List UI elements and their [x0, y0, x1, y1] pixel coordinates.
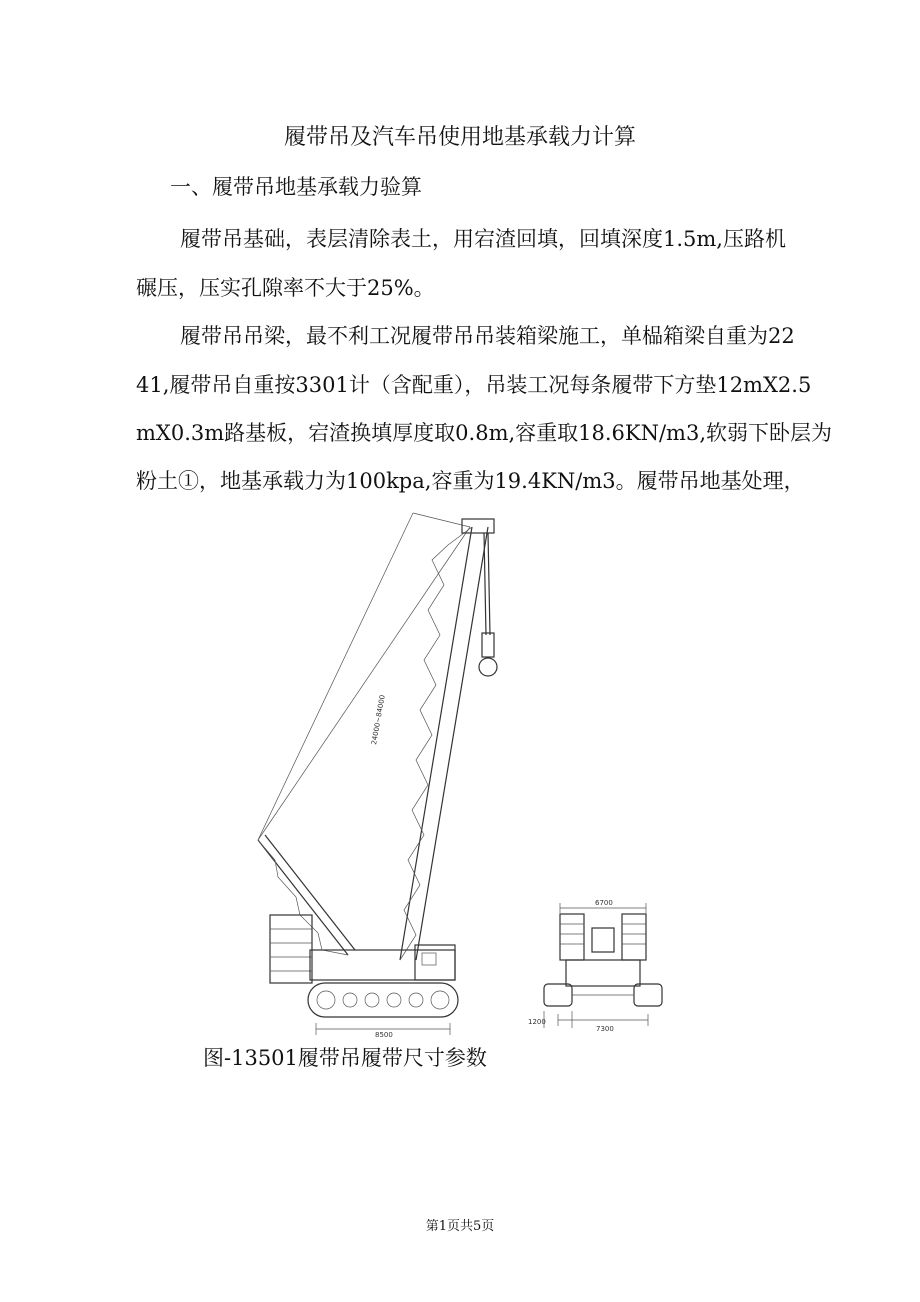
crane-side-view-drawing [230, 505, 530, 1045]
figure-caption: 图-13501履带吊履带尺寸参数 [203, 1046, 487, 1070]
paragraph-2-line-1: 履带吊吊梁，最不利工况履带吊吊装箱梁施工，单榀箱梁自重为22 [180, 324, 795, 348]
paragraph-2-line-4: 粉土①，地基承载力为100kpa,容重为19.4KN/m3。履带吊地基处理， [136, 469, 805, 493]
track-width-label: 1200 [528, 1018, 546, 1026]
paragraph-2-line-2: 41,履带吊自重按3301计（含配重），吊装工况每条履带下方垫12mX2.5 [136, 373, 812, 397]
track-length-label: 8500 [375, 1031, 393, 1039]
paragraph-1-line-1: 履带吊基础，表层清除表土，用宕渣回填，回填深度1.5m,压路机 [180, 227, 786, 251]
section-heading: 一、履带吊地基承载力验算 [170, 175, 422, 199]
boom-length-label: 24000~84000 [370, 694, 387, 746]
paragraph-1-line-2: 碾压，压实孔隙率不大于25%。 [136, 276, 435, 300]
top-width-label: 6700 [595, 899, 613, 907]
document-title: 履带吊及汽车吊使用地基承载力计算 [283, 125, 636, 150]
crane-front-view-drawing [528, 898, 678, 1038]
paragraph-2-line-3: mX0.3m路基板，宕渣换填厚度取0.8m,容重取18.6KN/m3,软弱下卧层为 [136, 421, 833, 445]
track-gauge-label: 7300 [596, 1025, 614, 1033]
page-footer: 第1页共5页 [425, 1219, 495, 1234]
